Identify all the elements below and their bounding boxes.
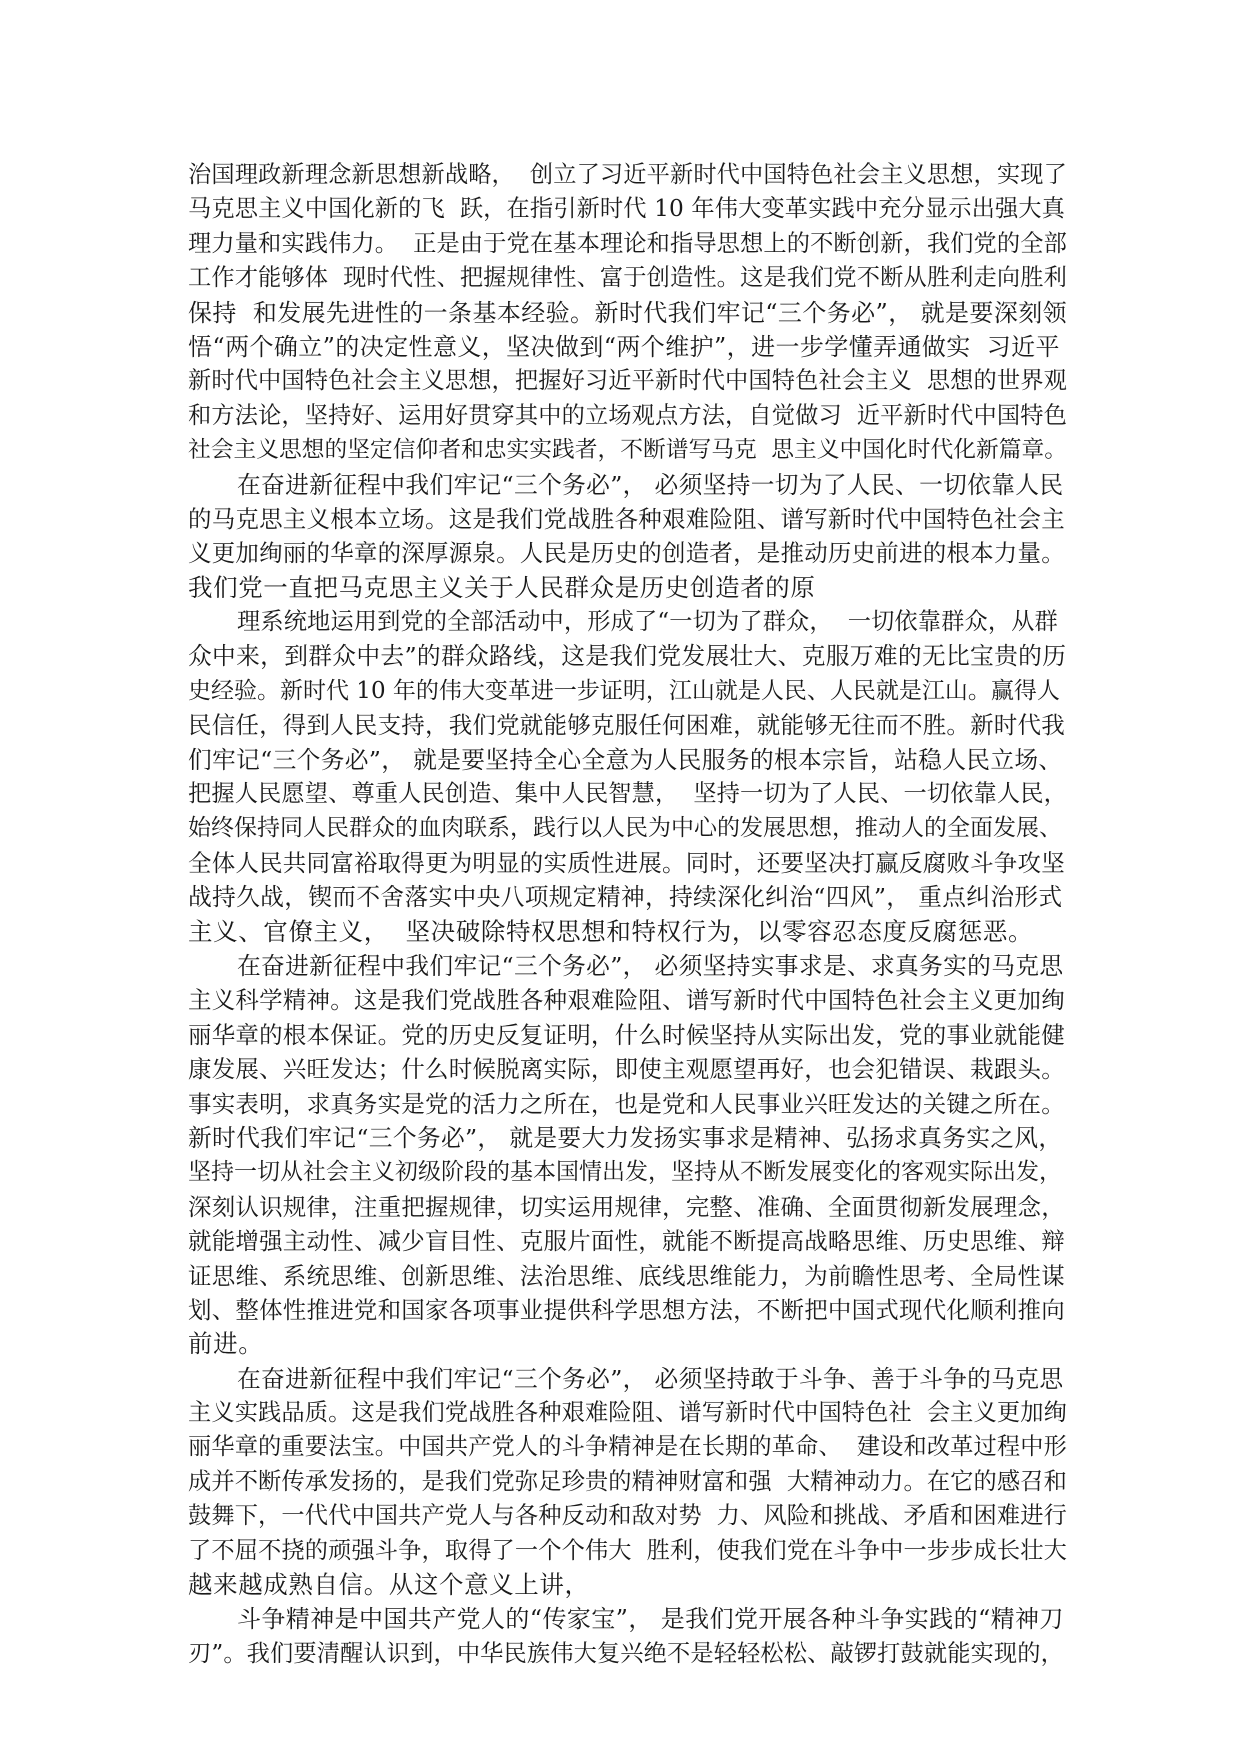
text-line: 把握人民愿望、尊重人民创造、集中人民智慧， 坚持一切为了人民、一切依靠人民， — [188, 780, 1067, 808]
text-line: 战持久战，锲而不舍落实中央八项规定精神，持续深化纠治“四风”， 重点纠治形式 — [188, 883, 1063, 912]
text-line: 主义实践品质。这是我们党战胜各种艰难险阻、谱写新时代中国特色社 会主义更加绚 — [188, 1399, 1067, 1427]
text-line: 理系统地运用到党的全部活动中，形成了“一切为了群众， 一切依靠群众，从群 — [237, 608, 1058, 636]
text-line: 我们党一直把马克思主义关于人民群众是历史创造者的原 — [188, 572, 816, 602]
text-line: 保持 和发展先进性的一条基本经验。新时代我们牢记“三个务必”， 就是要深刻领 — [188, 298, 1068, 327]
text-line: 刃”。我们要清醒认识到，中华民族伟大复兴绝不是轻轻松松、敲锣打鼓就能实现的， — [188, 1639, 1064, 1667]
text-line: 史经验。新时代 10 年的伟大变革进一步证明，江山就是人民、人民就是江山。赢得人 — [188, 677, 1060, 704]
text-line: 新时代我们牢记“三个务必”， 就是要大力发扬实事求是精神、弘扬求真务实之风， — [188, 1123, 1063, 1152]
text-line: 在奋进新征程中我们牢记“三个务必”， 必须坚持一切为了人民、一切依靠人民 — [237, 470, 1064, 499]
text-line: 在奋进新征程中我们牢记“三个务必”， 必须坚持实事求是、求真务实的马克思 — [237, 951, 1064, 980]
text-line: 工作才能够体 现时代性、把握规律性、富于创造性。这是我们党不断从胜利走向胜利 — [188, 264, 1067, 292]
text-line: 和方法论，坚持好、运用好贯穿其中的立场观点方法，自觉做习 近平新时代中国特色 — [188, 401, 1067, 429]
text-line: 坚持一切从社会主义初级阶段的基本国情出发，坚持从不断发展变化的客观实际出发， — [188, 1159, 1062, 1186]
text-line: 主义科学精神。这是我们党战胜各种艰难险阻、谱写新时代中国特色社会主义更加绚 — [188, 986, 1065, 1015]
text-line: 鼓舞下，一代代中国共产党人与各种反动和敌对势 力、风险和挑战、矛盾和困难进行 — [188, 1502, 1067, 1530]
text-line: 始终保持同人民群众的血肉联系，践行以人民为中心的发展思想，推动人的全面发展、 — [188, 815, 1062, 842]
text-line: 民信任，得到人民支持，我们党就能够克服任何困难，就能够无往而不胜。新时代我 — [188, 711, 1065, 740]
text-line: 主义、官僚主义， 坚决破除特权思想和特权行为，以零容忍态度反腐惩恶。 — [188, 916, 1034, 946]
text-line: 深刻认识规律，注重把握规律，切实运用规律，完整、准确、全面贯彻新发展理念， — [188, 1192, 1065, 1221]
text-line: 斗争精神是中国共产党人的“传家宝”， 是我们党开展各种斗争实践的“精神刀 — [237, 1605, 1064, 1634]
text-line: 在奋进新征程中我们牢记“三个务必”， 必须坚持敢于斗争、善于斗争的马克思 — [237, 1364, 1064, 1393]
text-line: 前进。 — [188, 1329, 264, 1359]
text-line: 马克思主义中国化新的飞 跃，在指引新时代 10 年伟大变革实践中充分显示出强大真 — [188, 195, 1066, 223]
text-line: 治国理政新理念新思想新战略， 创立了习近平新时代中国特色社会主义思想，实现了 — [188, 161, 1067, 188]
text-line: 事实表明，求真务实是党的活力之所在，也是党和人民事业兴旺发达的关键之所在。 — [188, 1089, 1065, 1118]
text-line: 的马克思主义根本立场。这是我们党战胜各种艰难险阻、谱写新时代中国特色社会主 — [188, 504, 1065, 533]
text-line: 悟“两个确立”的决定性意义，坚决做到“两个维护”，进一步学懂弄通做实 习近平 — [188, 332, 1060, 361]
text-line: 成并不断传承发扬的，是我们党弥足珍贵的精神财富和强 大精神动力。在它的感召和 — [188, 1467, 1067, 1495]
text-line: 理力量和实践伟力。 正是由于党在基本理论和指导思想上的不断创新，我们党的全部 — [188, 229, 1067, 257]
text-line: 们牢记“三个务必”， 就是要坚持全心全意为人民服务的根本宗旨，站稳人民立场、 — [188, 745, 1063, 774]
text-line: 了不屈不挠的顽强斗争，取得了一个个伟大 胜利，使我们党在斗争中一步步成长壮大 — [188, 1536, 1067, 1564]
text-line: 就能增强主动性、减少盲目性、克服片面性，就能不断提高战略思维、历史思维、辩 — [188, 1227, 1065, 1256]
text-line: 证思维、系统思维、创新思维、法治思维、底线思维能力，为前瞻性思考、全局性谋 — [188, 1261, 1065, 1290]
text-line: 丽华章的根本保证。党的历史反复证明，什么时候坚持从实际出发，党的事业就能健 — [188, 1020, 1065, 1049]
text-line: 义更加绚丽的华章的深厚源泉。人民是历史的创造者，是推动历史前进的根本力量。 — [188, 539, 1065, 568]
text-line: 划、整体性推进党和国家各项事业提供科学思想方法，不断把中国式现代化顺利推向 — [188, 1295, 1065, 1324]
text-line: 丽华章的重要法宝。中国共产党人的斗争精神是在长期的革命、 建设和改革过程中形 — [188, 1433, 1067, 1461]
text-line: 众中来，到群众中去”的群众路线，这是我们党发展壮大、克服万难的无比宝贵的历 — [188, 642, 1067, 671]
text-line: 康发展、兴旺发达；什么时候脱离实际，即使主观愿望再好，也会犯错误、栽跟头。 — [188, 1055, 1065, 1084]
text-line: 全体人民共同富裕取得更为明显的实质性进展。同时，还要坚决打赢反腐败斗争攻坚 — [188, 848, 1065, 877]
document-body — [188, 158, 1068, 1671]
text-line: 社会主义思想的坚定信仰者和忠实实践者，不断谱写马克 思主义中国化时代化新篇章。 — [188, 437, 1067, 464]
text-line: 新时代中国特色社会主义思想，把握好习近平新时代中国特色社会主义 思想的世界观 — [188, 367, 1067, 395]
text-line: 越来越成熟自信。从这个意义上讲， — [188, 1570, 590, 1600]
